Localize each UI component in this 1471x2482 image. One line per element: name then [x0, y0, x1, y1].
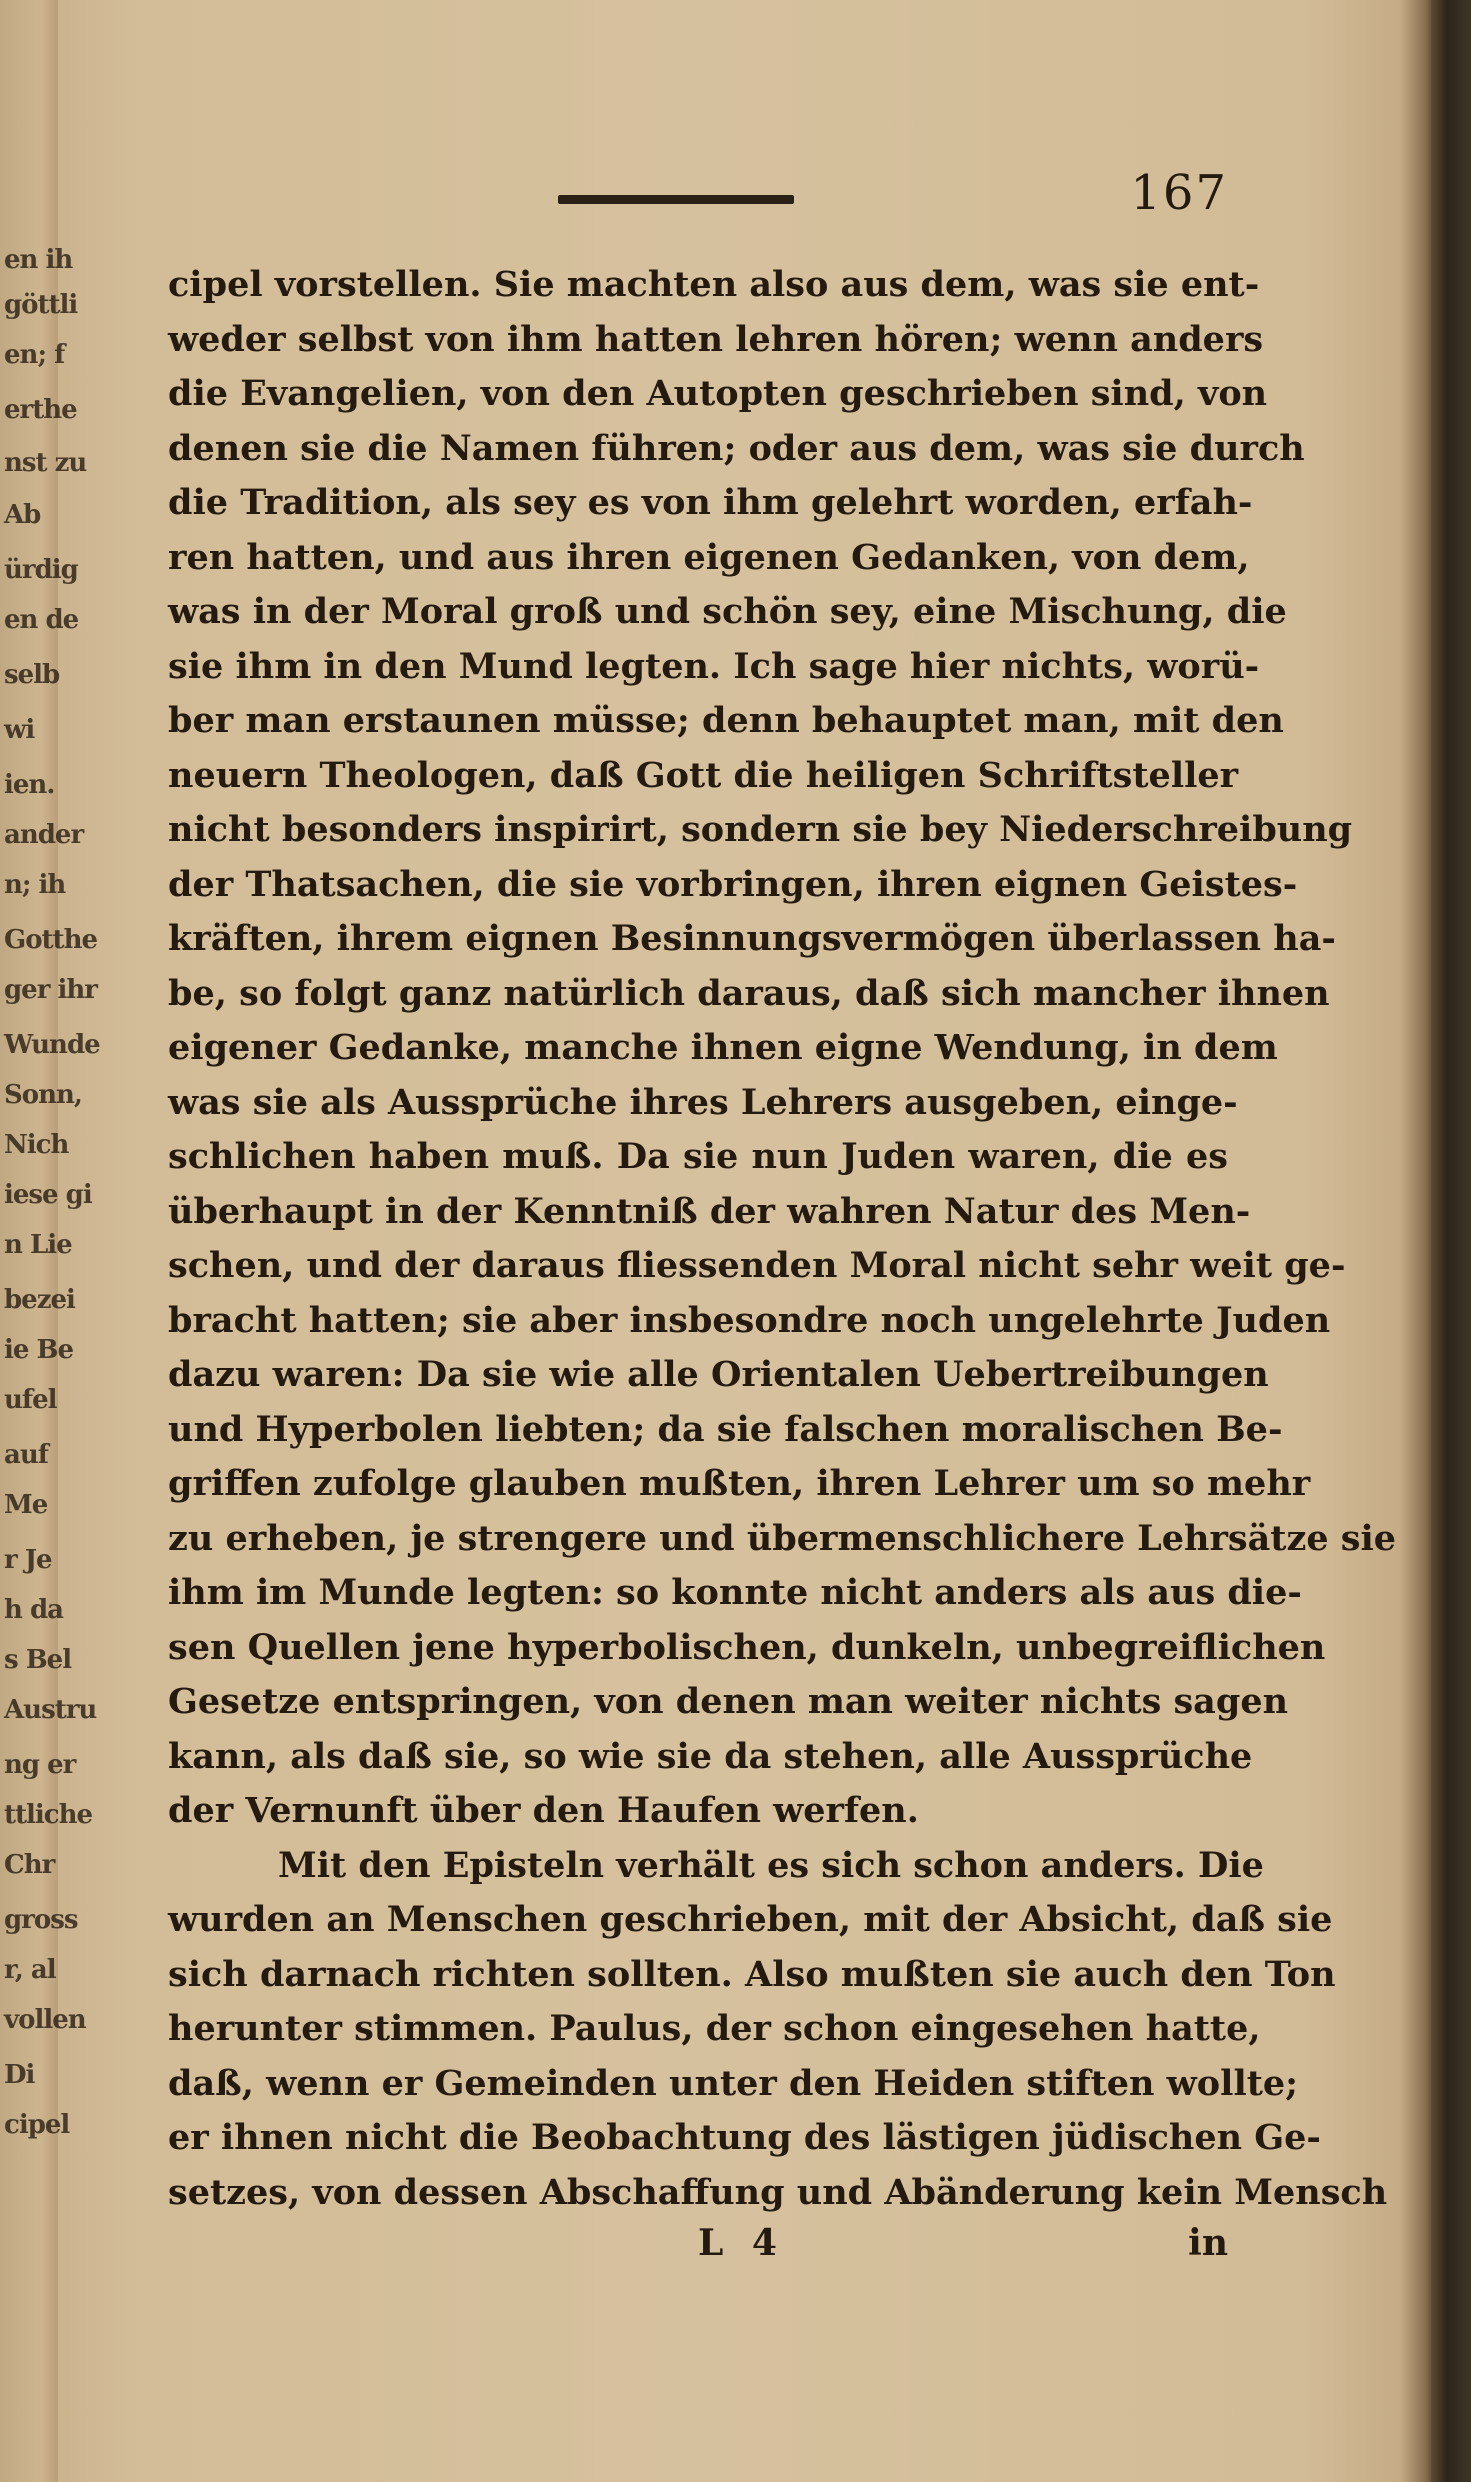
- text-line: Gesetze entspringen, von denen man weiter nichts sagen: [168, 1681, 1289, 1722]
- text-line: neuern Theologen, daß Gott die heiligen Schriftsteller: [168, 754, 1239, 796]
- text-line: überhaupt in der Kenntniß der wahren Natur des Men-: [168, 1190, 1251, 1232]
- text-line: der Vernunft über den Haufen werfen.: [168, 1790, 919, 1831]
- text-line: weder selbst von ihm hatten lehren hören; wenn anders: [168, 318, 1264, 360]
- facing-page-fragment: Nich: [4, 1130, 69, 1160]
- body-text: [168, 258, 1397, 2220]
- facing-page-fragment: ger ihr: [4, 975, 97, 1005]
- text-line: Mit den Episteln verhält es sich schon anders. Die: [278, 1844, 1264, 1886]
- text-line: bracht hatten; sie aber insbesondre noch ungelehrte Juden: [168, 1299, 1331, 1341]
- text-line: sie ihm in den Mund legten. Ich sage hier nichts, worü-: [168, 645, 1260, 687]
- facing-page-fragment: ie Be: [4, 1335, 73, 1365]
- facing-page-fragment: ufel: [4, 1385, 57, 1415]
- page-header: [168, 150, 1228, 240]
- text-line: daß, wenn er Gemeinden unter den Heiden stiften wollte;: [168, 2062, 1299, 2104]
- facing-page-fragment: Me: [4, 1490, 48, 1520]
- text-line: eigener Gedanke, manche ihnen eigne Wendung, in dem: [168, 1027, 1278, 1068]
- facing-page-fragment: bezei: [4, 1285, 75, 1315]
- facing-page-fragment: ander: [4, 820, 84, 850]
- text-line: er ihnen nicht die Beobachtung des lästigen jüdischen Ge-: [168, 2117, 1321, 2158]
- text-line: ihm im Munde legten: so konnte nicht anders als aus die-: [168, 1572, 1302, 1613]
- text-line: kräften, ihrem eignen Besinnungsvermögen überlassen ha-: [168, 918, 1336, 959]
- text-line: ber man erstaunen müsse; denn behauptet man, mit den: [168, 700, 1284, 741]
- text-line: was in der Moral groß und schön sey, eine Mischung, die: [168, 591, 1287, 632]
- facing-page-fragment: auf: [4, 1440, 48, 1470]
- book-page: [168, 150, 1397, 2280]
- facing-page-fragment: Ab: [4, 500, 41, 530]
- facing-page-fragment: iese gi: [4, 1180, 92, 1210]
- facing-page-fragment: s Bel: [4, 1645, 72, 1675]
- facing-page-fragment: vollen: [4, 2005, 86, 2035]
- text-line: nicht besonders inspirirt, sondern sie bey Niederschreibung: [168, 809, 1353, 850]
- facing-page-fragment: Sonn,: [4, 1080, 82, 1110]
- text-line: kann, als daß sie, so wie sie da stehen, alle Aussprüche: [168, 1735, 1253, 1777]
- facing-page-edge: [0, 0, 100, 2482]
- text-line: dazu waren: Da sie wie alle Orientalen Uebertreibungen: [168, 1354, 1269, 1395]
- facing-page-fragment: erthe: [4, 395, 77, 425]
- text-line: be, so folgt ganz natürlich daraus, daß sich mancher ihnen: [168, 972, 1330, 1014]
- text-line: schlichen haben muß. Da sie nun Juden waren, die es: [168, 1136, 1228, 1177]
- facing-page-fragment: Di: [4, 2060, 35, 2090]
- text-line: schen, und der daraus fliessenden Moral nicht sehr weit ge-: [168, 1245, 1346, 1286]
- facing-page-fragment: Austru: [4, 1695, 97, 1725]
- facing-page-fragment: ttliche: [4, 1800, 93, 1830]
- printer-signature: L 4: [698, 2222, 785, 2264]
- facing-page-fragment: n Lie: [4, 1230, 72, 1260]
- header-rule: [558, 195, 794, 204]
- text-line: die Evangelien, von den Autopten geschrieben sind, von: [168, 373, 1268, 414]
- catchword: in: [1188, 2222, 1228, 2264]
- text-line: und Hyperbolen liebten; da sie falschen moralischen Be-: [168, 1408, 1283, 1450]
- text-line: wurden an Menschen geschrieben, mit der Absicht, daß sie: [168, 1899, 1333, 1940]
- facing-page-fragment: n; ih: [4, 870, 66, 900]
- facing-page-fragment: Gotthe: [4, 925, 98, 955]
- facing-page-fragment: r, al: [4, 1955, 56, 1985]
- facing-page-fragment: ien.: [4, 770, 55, 800]
- facing-page-fragment: gross: [4, 1905, 78, 1935]
- text-line: herunter stimmen. Paulus, der schon eingesehen hatte,: [168, 2008, 1261, 2049]
- text-line: zu erheben, je strengere und übermenschlichere Lehrsätze sie: [168, 1517, 1397, 1559]
- facing-page-fragment: Wunde: [4, 1030, 100, 1060]
- facing-page-fragment: en de: [4, 605, 79, 635]
- facing-page-fragment: selb: [4, 660, 60, 690]
- facing-page-fragment: ürdig: [4, 555, 78, 585]
- text-line: was sie als Aussprüche ihres Lehrers ausgeben, einge-: [168, 1081, 1238, 1123]
- text-line: die Tradition, als sey es von ihm gelehrt worden, erfah-: [168, 482, 1253, 523]
- facing-page-fragment: wi: [4, 715, 35, 745]
- facing-page-fragment: nst zu: [4, 448, 87, 478]
- text-line: ren hatten, und aus ihren eigenen Gedanken, von dem,: [168, 536, 1250, 578]
- facing-page-fragment: ng er: [4, 1750, 76, 1780]
- page-number: 167: [1130, 165, 1228, 221]
- facing-page-fragment: Chr: [4, 1850, 55, 1880]
- text-line: sen Quellen jene hyperbolischen, dunkeln, unbegreiflichen: [168, 1626, 1326, 1668]
- facing-page-fragment: göttli: [4, 290, 78, 320]
- book-cover-edge: [1431, 0, 1471, 2482]
- facing-page-fragment: cipel: [4, 2110, 70, 2140]
- text-line: cipel vorstellen. Sie machten also aus dem, was sie ent-: [168, 264, 1260, 305]
- facing-page-fragment: en ih: [4, 245, 73, 275]
- facing-page-fragment: en; f: [4, 340, 65, 370]
- text-line: denen sie die Namen führen; oder aus dem, was sie durch: [168, 427, 1305, 469]
- page-footer: [168, 2220, 1228, 2280]
- facing-page-fragment: h da: [4, 1595, 63, 1625]
- facing-page-fragment: r Je: [4, 1545, 52, 1575]
- text-line: der Thatsachen, die sie vorbringen, ihren eignen Geistes-: [168, 863, 1298, 905]
- text-line: sich darnach richten sollten. Also mußten sie auch den Ton: [168, 1953, 1336, 1995]
- text-line: setzes, von dessen Abschaffung und Abänderung kein Mensch: [168, 2171, 1388, 2213]
- text-line: griffen zufolge glauben mußten, ihren Lehrer um so mehr: [168, 1463, 1311, 1504]
